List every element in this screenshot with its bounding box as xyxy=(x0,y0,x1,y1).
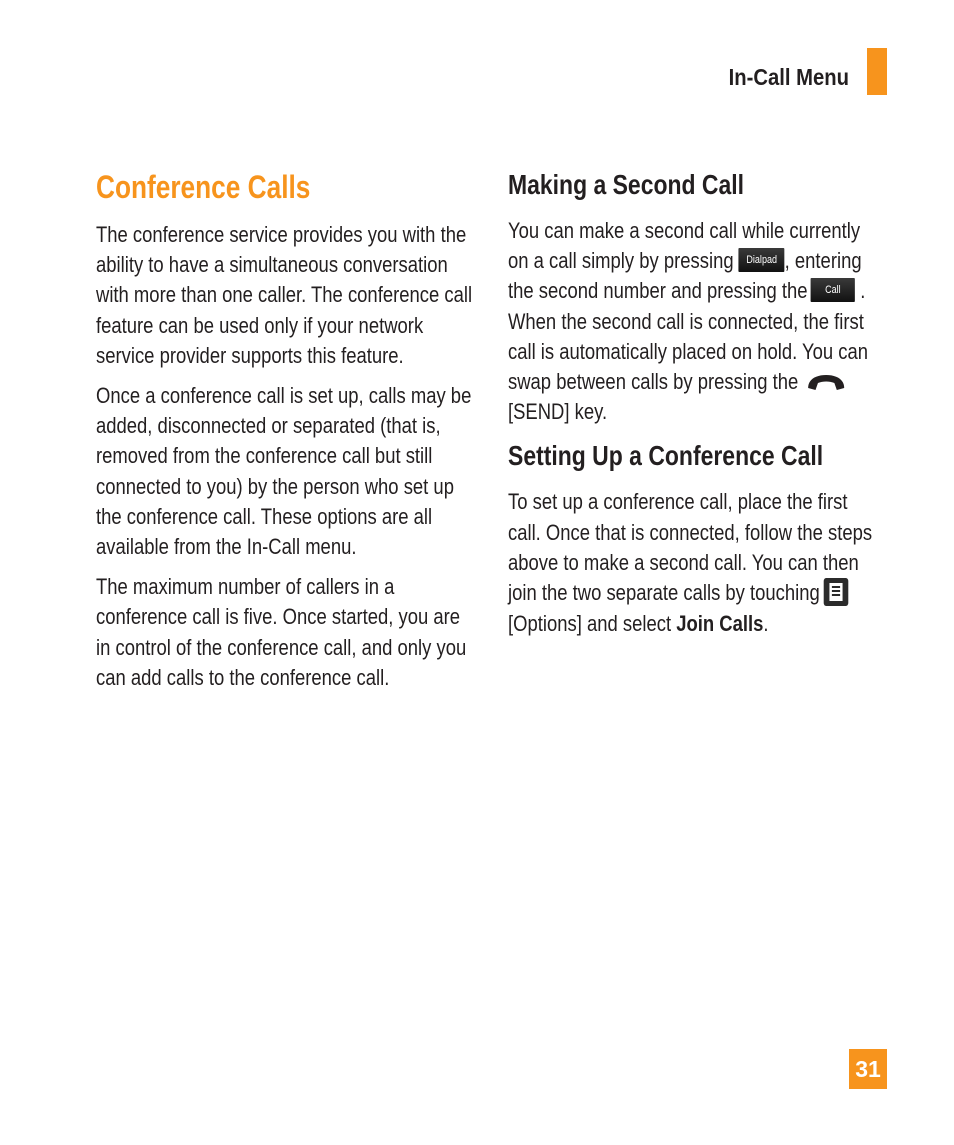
setup-text-2: [Options] and select xyxy=(508,611,672,637)
conference-calls-heading: Conference Calls xyxy=(96,169,311,205)
section-title: In-Call Menu xyxy=(728,64,849,90)
section-tab-marker xyxy=(867,48,887,95)
setup-text-end: . xyxy=(763,611,769,637)
making-second-call-paragraph xyxy=(508,216,884,427)
page-number: 31 xyxy=(849,1049,887,1089)
making-second-call-heading: Making a Second Call xyxy=(508,169,745,200)
second-call-text-4: [SEND] key. xyxy=(508,399,608,425)
second-call-text-1: You can make a second call while currently on a call simply by pressing xyxy=(508,218,861,274)
phone-handset-icon xyxy=(803,372,849,394)
join-calls-label: Join Calls xyxy=(676,611,764,637)
second-call-text-3: . When the second call is connected, the first call is automatically placed on hold. You can swap between calls by pressing the xyxy=(508,278,869,395)
call-button-icon: Call xyxy=(811,278,855,302)
setting-up-conference-heading: Setting Up a Conference Call xyxy=(508,440,824,472)
conference-intro-paragraph: The conference service provides you with the ability to have a simultaneous conversation with more than one caller. The conference call feature can be used only if your network service provider supports this feature. xyxy=(96,222,473,368)
setting-up-conference-paragraph xyxy=(508,487,884,639)
conference-max-callers-paragraph: The maximum number of callers in a conference call is five. Once started, you are in control of the conference call, and only you can add calls to the conference call. xyxy=(96,574,467,690)
left-column xyxy=(96,166,474,703)
second-call-text-2: , entering the second number and pressing the xyxy=(508,248,862,304)
dialpad-button-icon: Dialpad xyxy=(739,248,785,272)
conference-options-paragraph: Once a conference call is set up, calls may be added, disconnected or separated (that is, removed from the conference call but still connected to you) by the person who set up the conference call. These options are all available from the In-Call menu. xyxy=(96,383,472,560)
setup-text-1: To set up a conference call, place the first call. Once that is connected, follow the steps above to make a second call. You can then join the two separate calls by touching xyxy=(508,489,873,606)
options-menu-icon xyxy=(823,577,849,607)
right-column xyxy=(508,166,884,649)
